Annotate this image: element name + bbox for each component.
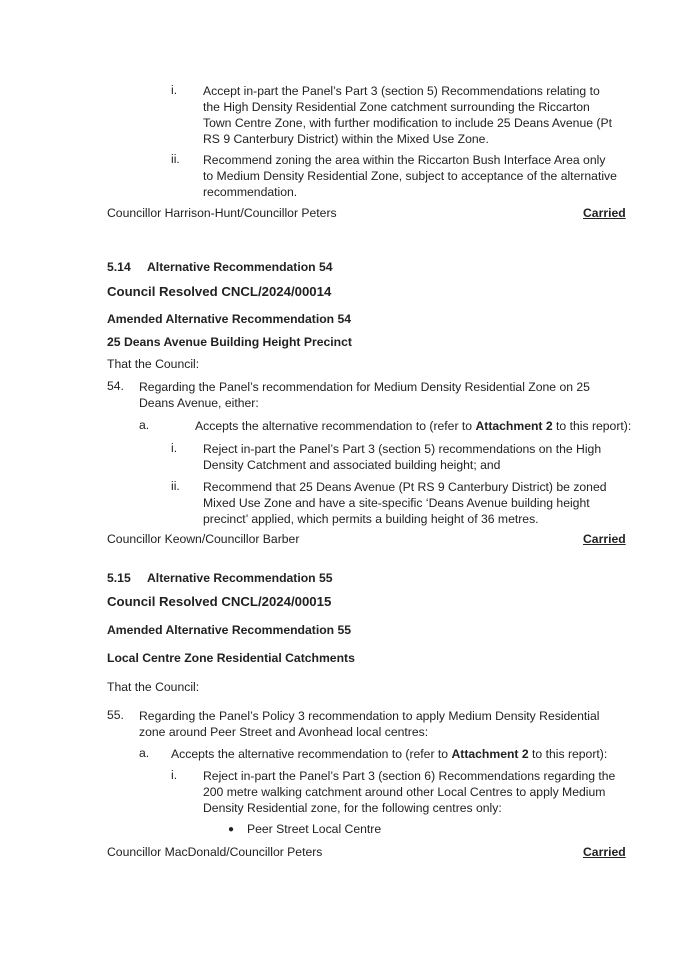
movers-seconders: Councillor MacDonald/Councillor Peters xyxy=(107,845,323,859)
item-numeral: i. xyxy=(171,768,178,782)
intro-text: That the Council: xyxy=(107,680,200,694)
movers-seconders: Councillor Keown/Councillor Barber xyxy=(107,532,300,546)
section-title: Alternative Recommendation 55 xyxy=(147,571,333,585)
sub-item-label: a. xyxy=(139,418,150,432)
recommendation-number: 55. xyxy=(107,708,124,722)
resolution-heading: Council Resolved CNCL/2024/00014 xyxy=(107,284,332,299)
section-number: 5.14 xyxy=(107,260,131,274)
recommendation-text: Regarding the Panel’s recommendation for Medium Density Residential Zone on 25 Deans Avenue, either: xyxy=(139,380,590,410)
sub-item-label: a. xyxy=(139,746,150,760)
topic-heading: Local Centre Zone Residential Catchments xyxy=(107,651,355,665)
item-text: Accept in-part the Panel’s Part 3 (section 5) Recommendations relating to the High Density Residential Zone catchment surrounding the Riccarton Town Centre Zone, with further modification to include 25 Deans Avenue (Pt RS 9 Canterbury District) within the Mixed Use Zone. xyxy=(203,84,612,146)
result-carried: Carried xyxy=(583,532,626,546)
item-text: Reject in-part the Panel’s Part 3 (section 5) recommendations on the High Density Catchment and associated building height; and xyxy=(203,442,602,472)
item-numeral: ii. xyxy=(171,479,180,493)
recommendation-number: 54. xyxy=(107,379,124,393)
intro-text: That the Council: xyxy=(107,357,200,371)
item-text: Recommend that 25 Deans Avenue (Pt RS 9 Canterbury District) be zoned Mixed Use Zone and have a site-specific ‘Deans Avenue building height precinct’ applied, which permits a building height of 36 metres. xyxy=(203,480,607,526)
result-carried: Carried xyxy=(583,206,626,220)
bullet-icon: ● xyxy=(228,824,235,835)
section-number: 5.15 xyxy=(107,571,131,585)
topic-heading: 25 Deans Avenue Building Height Precinct xyxy=(107,335,352,349)
item-numeral: i. xyxy=(171,441,178,455)
item-text: Reject in-part the Panel’s Part 3 (section 6) Recommendations regarding the 200 metre walking catchment around other Local Centres to apply Medium Density Residential zone, for the following centres only: xyxy=(203,769,616,815)
bullet-item: Peer Street Local Centre xyxy=(247,822,382,836)
sub-item-text: Accepts the alternative recommendation to (refer to Attachment 2 to this report): xyxy=(171,747,608,761)
item-text: Recommend zoning the area within the Riccarton Bush Interface Area only to Medium Density Residential Zone, subject to acceptance of the alternative recommendation. xyxy=(203,153,617,199)
recommendation-text: Regarding the Panel’s Policy 3 recommendation to apply Medium Density Residential zone around Peer Street and Avonhead local centres: xyxy=(139,709,600,739)
result-carried: Carried xyxy=(583,845,626,859)
subheading: Amended Alternative Recommendation 54 xyxy=(107,312,352,326)
sub-item-text: Accepts the alternative recommendation to (refer to Attachment 2 to this report): xyxy=(195,419,632,433)
attachment-ref: Attachment 2 xyxy=(451,747,529,761)
section-title: Alternative Recommendation 54 xyxy=(147,260,333,274)
movers-seconders: Councillor Harrison-Hunt/Councillor Peters xyxy=(107,206,337,220)
item-numeral: ii. xyxy=(171,152,180,166)
attachment-ref: Attachment 2 xyxy=(475,419,553,433)
subheading: Amended Alternative Recommendation 55 xyxy=(107,623,352,637)
item-numeral: i. xyxy=(171,83,178,97)
resolution-heading: Council Resolved CNCL/2024/00015 xyxy=(107,594,332,609)
